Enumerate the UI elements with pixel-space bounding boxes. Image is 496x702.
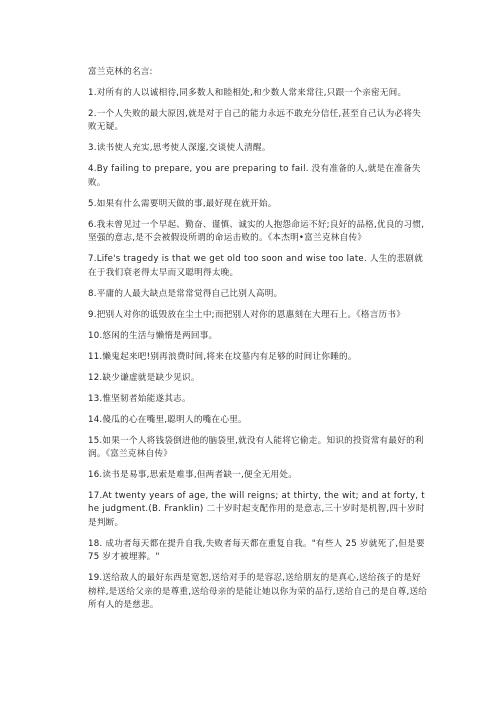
quote-item: 17.At twenty years of age, the will reigns; at thirty, the wit; and at forty, the judgment.(B. Franklin) 二十岁时起支配作用的是意志,三十岁时是机智,四十岁时是判断。 [88, 491, 425, 528]
document-page [88, 66, 428, 620]
quote-item: 1.对所有的人以诚相待,同多数人和睦相处,和少数人常来常往,只跟一个亲密无间。 [88, 88, 407, 98]
quote-item: 7.Life's tragedy is that we get old too soon and wise too late. 人生的悲剧就在于我们衰老得太早而又聪明得太晚。 [88, 254, 423, 278]
quote-item: 15.如果一个人将钱袋倒进他的脑袋里,就没有人能将它偷走。知识的投资常有最好的利润。《富兰克林自传》 [88, 435, 424, 460]
quote-item: 2.一个人失败的最大原因,就是对于自己的能力永远不敢充分信任,甚至自己认为必将失败无疑。 [88, 109, 422, 133]
quote-item: 16.读书是易事,思索是难事,但两者缺一,便全无用处。 [88, 470, 298, 481]
quote-item: 10.悠闲的生活与懒惰是两回事。 [88, 330, 218, 341]
document-title: 富兰克林的名言: [88, 67, 153, 77]
quote-item: 3.读书使人充实,思考使人深邃,交谈使人清醒。 [88, 143, 271, 154]
quote-item: 11.懒鬼起来吧!别再浪费时间,将来在坟墓内有足够的时间让你睡的。 [88, 351, 357, 362]
quote-item: 12.缺少谦虚就是缺少见识。 [88, 372, 200, 383]
quote-item: 4.By failing to prepare, you are preparing to fail. 没有准备的人,就是在准备失败。 [88, 164, 421, 188]
quote-item: 18. 成功者每天都在提升自我,失败者每天都在重复自我。"有些人 25 岁就死了,但是要 75 岁才被埋葬。" [88, 538, 425, 563]
quote-item: 5.如果有什么需要明天做的事,最好现在就开始。 [88, 198, 277, 209]
quote-item: 13.惟坚韧者始能遂其志。 [88, 393, 191, 404]
quote-item: 14.傻瓜的心在嘴里,聪明人的嘴在心里。 [88, 414, 247, 425]
quote-item: 6.我未曾见过一个早起、勤奋、谨慎、诚实的人抱怨命运不好;良好的品格,优良的习惯,坚强的意志,是不会被假设所谓的命运击败的。《本杰明•富兰克林自传》 [88, 219, 425, 244]
quote-item: 19.送给敌人的最好东西是宽恕,送给对手的是容忍,送给朋友的是真心,送给孩子的是好榜样,是送给父亲的是尊重,送给母亲的是能让她以你为荣的品行,送给自己的是自尊,送给所有人的是慈悲。 [88, 573, 428, 611]
quote-item: 9.把别人对你的诋毁放在尘土中;而把别人对你的恩惠刻在大理石上。《格言历书》 [88, 309, 406, 320]
quote-item: 8.平庸的人最大缺点是常常觉得自己比别人高明。 [88, 288, 283, 299]
